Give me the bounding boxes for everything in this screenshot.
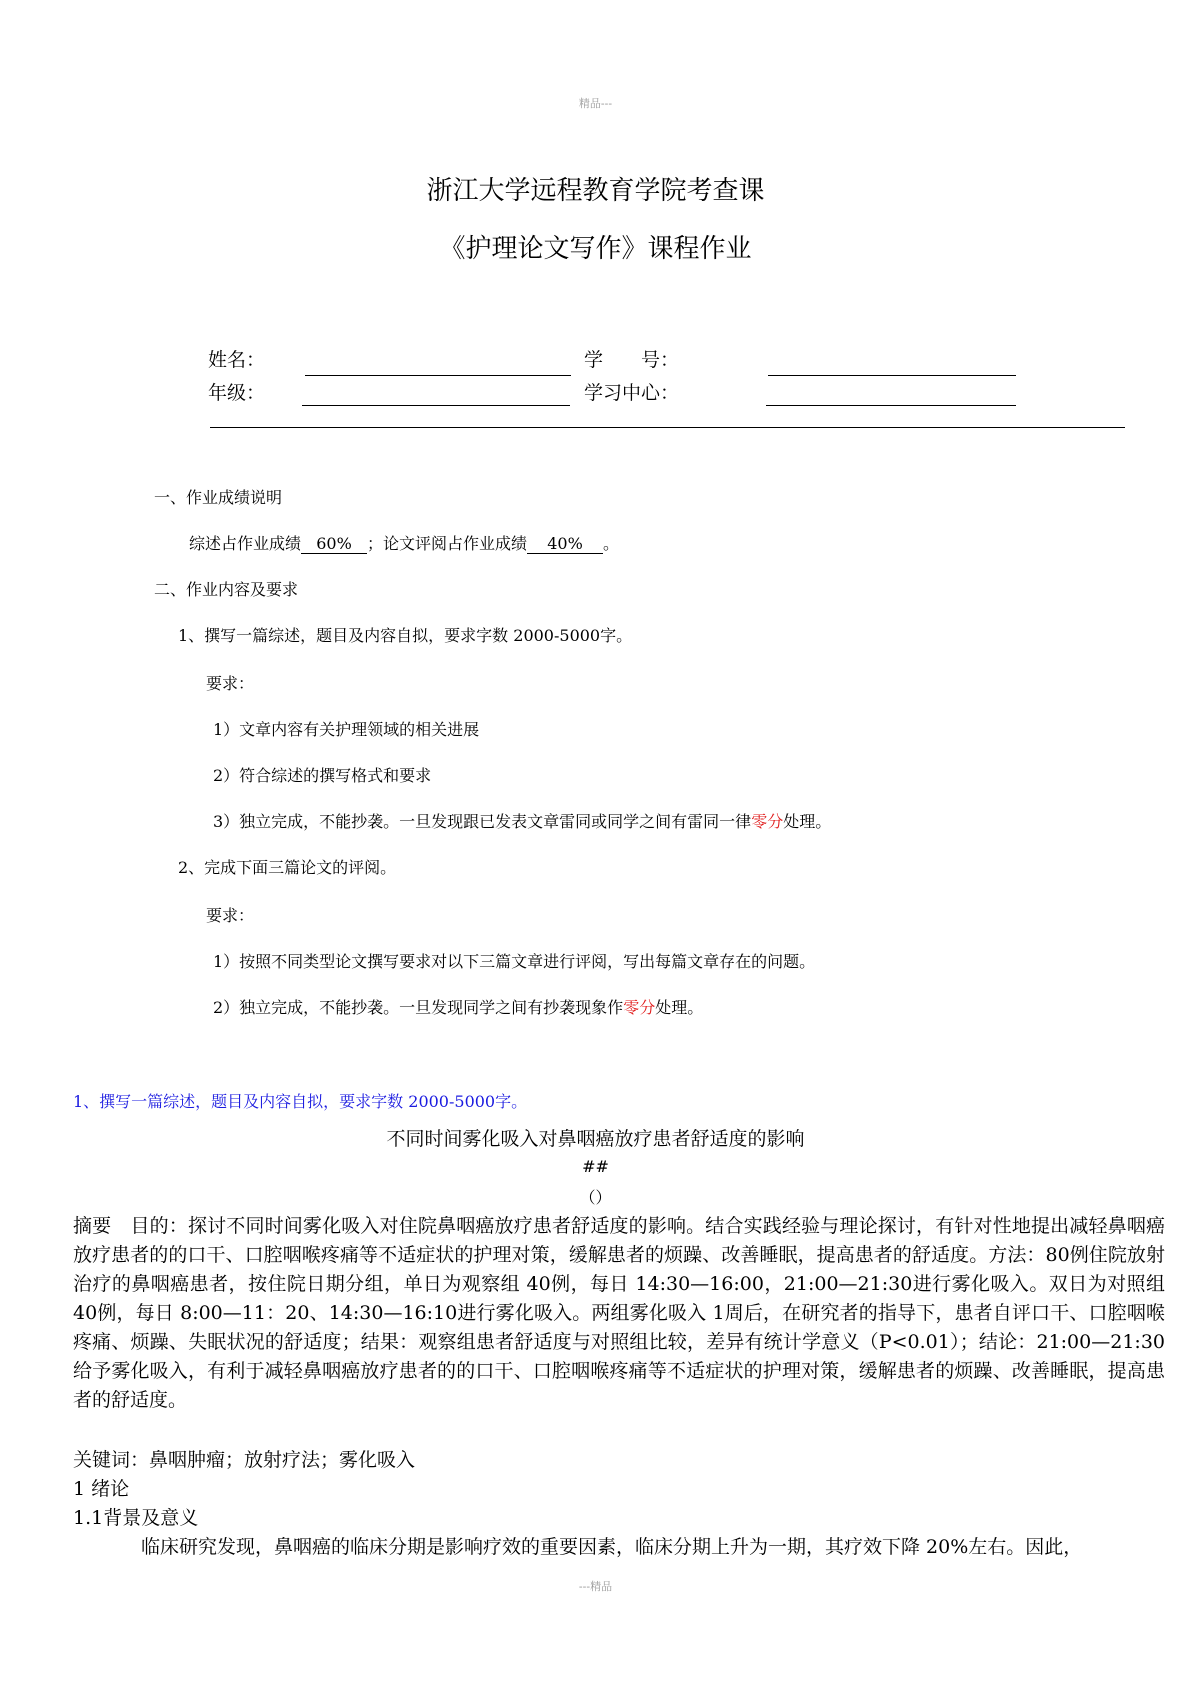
task1-requirements-label: 要求： xyxy=(206,674,255,693)
essay-affiliation: （） xyxy=(579,1188,612,1207)
grade-field[interactable] xyxy=(302,405,570,406)
task1-req-3-text: 3）独立完成，不能抄袭。一旦发现跟已发表文章雷同或同学之间有雷同一律 xyxy=(213,812,752,831)
essay-first-paragraph: 临床研究发现，鼻咽癌的临床分期是影响疗效的重要因素，临床分期上升为一期，其疗效下降 20%左右。因此， xyxy=(141,1536,1083,1558)
footer-watermark: ---精品 xyxy=(578,1580,613,1593)
header-watermark: 精品--- xyxy=(578,97,613,110)
critique-weight: 40% xyxy=(527,534,603,554)
study-center-label: 学习中心： xyxy=(584,382,680,404)
task2-req-1: 1）按照不同类型论文撰写要求对以下三篇文章进行评阅，写出每篇文章存在的问题。 xyxy=(213,952,816,971)
task2-req-2-end: 处理。 xyxy=(655,998,704,1017)
essay-title: 不同时间雾化吸入对鼻咽癌放疗患者舒适度的影响 xyxy=(386,1128,805,1150)
student-id-label: 学 号： xyxy=(584,349,680,371)
weights-mid: ；论文评阅占作业成绩 xyxy=(367,534,528,553)
form-divider xyxy=(210,427,1125,428)
page-title: 浙江大学远程教育学院考查课 xyxy=(426,176,765,206)
section2-heading: 二、作业内容及要求 xyxy=(154,580,299,599)
task2-requirements-label: 要求： xyxy=(206,906,255,925)
review-weight: 60% xyxy=(301,534,367,554)
grade-label: 年级： xyxy=(208,382,266,404)
task1-req-3-end: 处理。 xyxy=(783,812,832,831)
subsection-heading: 1.1背景及意义 xyxy=(73,1507,199,1529)
task2-req-2 xyxy=(213,995,703,1018)
grade-weights-line xyxy=(189,531,619,554)
page-subtitle: 《护理论文写作》课程作业 xyxy=(439,234,752,264)
weights-end: 。 xyxy=(603,534,620,553)
zero-score-highlight: 零分 xyxy=(623,998,656,1017)
task1-req-2: 2）符合综述的撰写格式和要求 xyxy=(213,766,432,785)
weights-prefix: 综述占作业成绩 xyxy=(189,534,302,553)
student-id-field[interactable] xyxy=(768,375,1016,376)
task2-req-2-text: 2）独立完成，不能抄袭。一旦发现同学之间有抄袭现象作 xyxy=(213,998,624,1017)
essay-abstract: 摘要 目的：探讨不同时间雾化吸入对住院鼻咽癌放疗患者舒适度的影响。结合实践经验与理论探讨，有针对性地提出减轻鼻咽癌放疗患者的的口干、口腔咽喉疼痛等不适症状的护理对策，缓解患者的烦躁、改善睡眠，提高患者的舒适度。方法：80例住院放射治疗的鼻咽癌患者，按住院日期分组，单日为观察组 40例，每日 14:30—16:00，21:00—21:30进行雾化吸入。双日为对照组 40例，每日 8:00—11：20、14:30—16:10进行雾化吸入。两组雾化吸入 1周后，在研究者的指导下，患者自评口干、口腔咽喉疼痛、烦躁、失眠状况的舒适度；结果：观察组患者舒适度与对照组比较，差异有统计学意义（P<0.01）；结论：21:00—21:30给予雾化吸入，有利于减轻鼻咽癌放疗患者的的口干、口腔咽喉疼痛等不适症状的护理对策，缓解患者的烦躁、改善睡眠，提高患者的舒适度。 xyxy=(73,1215,1165,1411)
section1-heading: 一、作业成绩说明 xyxy=(154,488,283,507)
task1-req-3 xyxy=(213,809,831,832)
essay-keywords: 关键词：鼻咽肿瘤；放射疗法；雾化吸入 xyxy=(73,1449,416,1471)
name-field[interactable] xyxy=(305,375,571,376)
task2-item: 2、完成下面三篇论文的评阅。 xyxy=(178,858,397,877)
task1-req-1: 1）文章内容有关护理领域的相关进展 xyxy=(213,720,480,739)
zero-score-highlight: 零分 xyxy=(751,812,784,831)
answer-heading: 1、撰写一篇综述，题目及内容自拟，要求字数 2000-5000字。 xyxy=(73,1092,528,1111)
study-center-field[interactable] xyxy=(766,405,1016,406)
task1-item: 1、撰写一篇综述，题目及内容自拟，要求字数 2000-5000字。 xyxy=(178,626,633,645)
essay-author: ## xyxy=(582,1157,609,1176)
name-label: 姓名： xyxy=(208,349,266,371)
section-heading: 1 绪论 xyxy=(73,1478,130,1500)
